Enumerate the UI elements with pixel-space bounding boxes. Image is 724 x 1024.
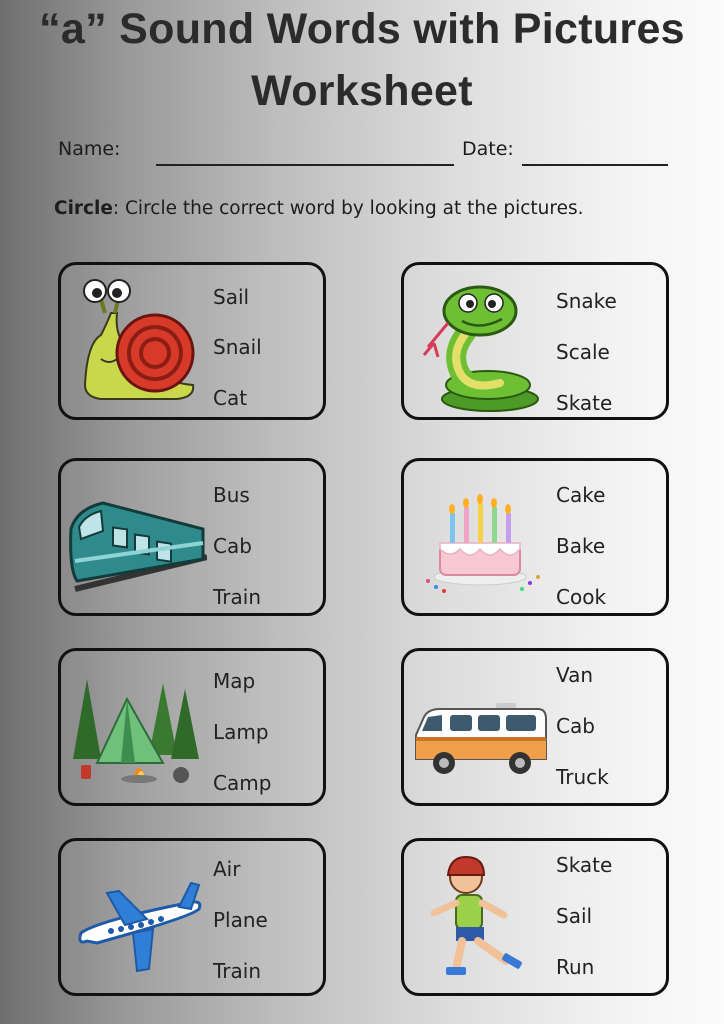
date-line[interactable]	[522, 164, 668, 166]
name-label: Name:	[58, 138, 121, 160]
card-option[interactable]: Sail	[556, 904, 593, 928]
worksheet-title-line2: Worksheet	[251, 67, 473, 115]
airplane-icon	[67, 849, 207, 989]
card-option[interactable]: Bus	[213, 483, 250, 507]
snail-icon	[67, 273, 207, 413]
train-icon	[67, 469, 207, 609]
campsite-icon	[67, 659, 207, 799]
card-option[interactable]: Van	[556, 663, 594, 687]
snake-icon	[410, 273, 550, 413]
card-option[interactable]: Skate	[556, 391, 613, 415]
card-option[interactable]: Camp	[213, 771, 272, 795]
card-option[interactable]: Map	[213, 669, 256, 693]
instruction	[54, 198, 584, 219]
card-snail	[58, 262, 326, 420]
card-option[interactable]: Snail	[213, 335, 262, 359]
instruction-bold: Circle	[54, 198, 113, 219]
van-icon	[410, 659, 550, 799]
roller-skater-icon	[410, 849, 550, 989]
card-option[interactable]: Cook	[556, 585, 607, 609]
instruction-text: : Circle the correct word by looking at the pictures.	[112, 198, 584, 219]
card-plane	[58, 838, 326, 996]
card-option[interactable]: Cat	[213, 386, 248, 410]
card-option[interactable]: Cab	[213, 534, 252, 558]
card-train	[58, 458, 326, 616]
card-option[interactable]: Scale	[556, 340, 610, 364]
card-camp	[58, 648, 326, 806]
card-option[interactable]: Skate	[556, 853, 613, 877]
cake-icon	[410, 469, 550, 609]
date-label: Date:	[462, 138, 514, 160]
card-option[interactable]: Air	[213, 857, 241, 881]
card-option[interactable]: Snake	[556, 289, 617, 313]
card-skater	[401, 838, 669, 996]
card-option[interactable]: Lamp	[213, 720, 269, 744]
card-option[interactable]: Cake	[556, 483, 606, 507]
card-option[interactable]: Run	[556, 955, 595, 979]
card-option[interactable]: Truck	[556, 765, 609, 789]
card-snake	[401, 262, 669, 420]
card-option[interactable]: Sail	[213, 285, 250, 309]
name-line[interactable]	[156, 164, 454, 166]
card-cake	[401, 458, 669, 616]
card-option[interactable]: Train	[213, 959, 261, 983]
card-option[interactable]: Plane	[213, 908, 268, 932]
card-option[interactable]: Train	[213, 585, 261, 609]
card-option[interactable]: Cab	[556, 714, 595, 738]
card-option[interactable]: Bake	[556, 534, 606, 558]
card-van	[401, 648, 669, 806]
worksheet-title-line1: “a” Sound Words with Pictures	[39, 5, 685, 53]
